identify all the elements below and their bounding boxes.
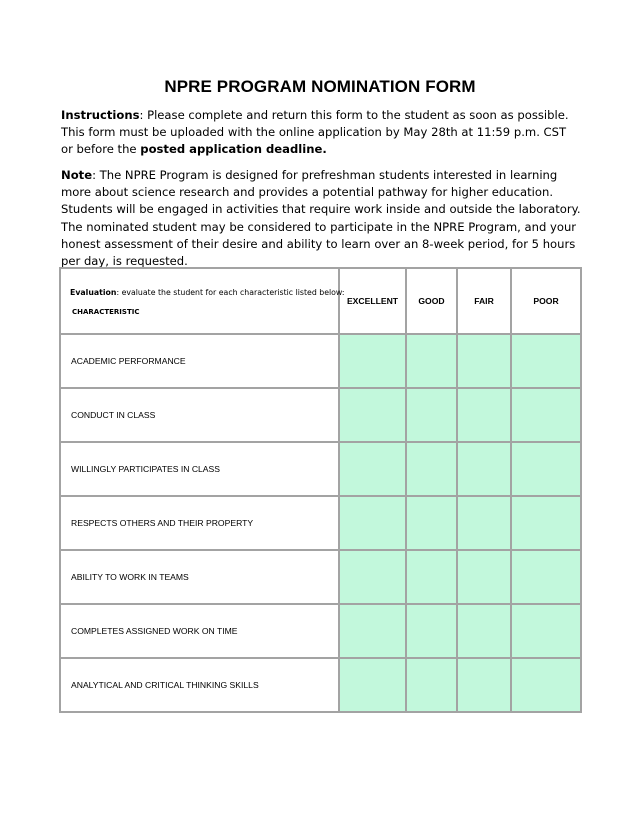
rating-cell-fair[interactable] xyxy=(457,550,511,604)
characteristic-participates-in-class: WILLINGLY PARTICIPATES IN CLASS xyxy=(60,442,339,496)
evaluation-text: : evaluate the student for each characteristic listed below: xyxy=(116,288,345,297)
rating-cell-good[interactable] xyxy=(406,658,457,712)
evaluation-label: Evaluation xyxy=(70,288,117,297)
rating-cell-good[interactable] xyxy=(406,442,457,496)
characteristic-respects-others: RESPECTS OTHERS AND THEIR PROPERTY xyxy=(60,496,339,550)
rating-cell-excellent[interactable] xyxy=(339,550,406,604)
table-row xyxy=(60,388,581,442)
rating-cell-good[interactable] xyxy=(406,388,457,442)
evaluation-header-cell xyxy=(60,268,345,334)
rating-cell-poor[interactable] xyxy=(511,604,581,658)
rating-cell-fair[interactable] xyxy=(457,388,511,442)
characteristic-completes-work: COMPLETES ASSIGNED WORK ON TIME xyxy=(60,604,339,658)
rating-cell-good[interactable] xyxy=(406,604,457,658)
table-row xyxy=(60,496,581,550)
form-title: NPRE PROGRAM NOMINATION FORM xyxy=(164,77,476,96)
evaluation-table xyxy=(59,267,582,713)
rating-cell-excellent[interactable] xyxy=(339,496,406,550)
table-row xyxy=(60,604,581,658)
table-row xyxy=(60,442,581,496)
column-header-good: GOOD xyxy=(406,268,457,334)
rating-cell-good[interactable] xyxy=(406,550,457,604)
characteristic-conduct-in-class: CONDUCT IN CLASS xyxy=(60,388,339,442)
instructions-label: Instructions xyxy=(61,108,140,122)
table-header-row xyxy=(60,268,581,334)
instructions-paragraph xyxy=(61,107,581,159)
column-header-fair: FAIR xyxy=(457,268,511,334)
rating-cell-fair[interactable] xyxy=(457,496,511,550)
instructions-deadline: posted application deadline. xyxy=(140,142,327,157)
rating-cell-fair[interactable] xyxy=(457,334,511,388)
rating-cell-poor[interactable] xyxy=(511,334,581,388)
rating-cell-good[interactable] xyxy=(406,334,457,388)
column-header-poor: POOR xyxy=(511,268,581,334)
rating-cell-poor[interactable] xyxy=(511,388,581,442)
note-text: : The NPRE Program is designed for prefreshman students interested in learning more about science research and provides a potential pathway for higher education. Students will be engaged in activities that require work inside and outside the laboratory. The nominated student may be considered to participate in the NPRE Program, and your honest assessment of their desire and ability to learn over an 8-week period, for 5 hours per day, is requested. xyxy=(61,168,581,269)
evaluation-instruction xyxy=(70,288,345,297)
rating-cell-excellent[interactable] xyxy=(339,658,406,712)
rating-cell-good[interactable] xyxy=(406,496,457,550)
note-paragraph xyxy=(61,167,581,270)
rating-cell-excellent[interactable] xyxy=(339,334,406,388)
rating-cell-poor[interactable] xyxy=(511,442,581,496)
rating-cell-poor[interactable] xyxy=(511,550,581,604)
rating-cell-fair[interactable] xyxy=(457,658,511,712)
note-label: Note xyxy=(61,168,93,182)
table-row xyxy=(60,550,581,604)
rating-cell-poor[interactable] xyxy=(511,496,581,550)
rating-cell-excellent[interactable] xyxy=(339,388,406,442)
rating-cell-excellent[interactable] xyxy=(339,604,406,658)
characteristic-header: CHARACTERISTIC xyxy=(72,308,140,316)
table-row xyxy=(60,334,581,388)
column-header-excellent: EXCELLENT xyxy=(339,268,406,334)
table-row xyxy=(60,658,581,712)
rating-cell-fair[interactable] xyxy=(457,442,511,496)
rating-cell-fair[interactable] xyxy=(457,604,511,658)
instructions-text: : Please complete and return this form to the student as soon as possible. This form must be uploaded with the online application by May 28th at 11:59 p.m. CST or before the xyxy=(61,108,569,157)
characteristic-critical-thinking: ANALYTICAL AND CRITICAL THINKING SKILLS xyxy=(60,658,339,712)
rating-cell-excellent[interactable] xyxy=(339,442,406,496)
characteristic-academic-performance: ACADEMIC PERFORMANCE xyxy=(60,334,339,388)
rating-cell-poor[interactable] xyxy=(511,658,581,712)
characteristic-work-in-teams: ABILITY TO WORK IN TEAMS xyxy=(60,550,339,604)
